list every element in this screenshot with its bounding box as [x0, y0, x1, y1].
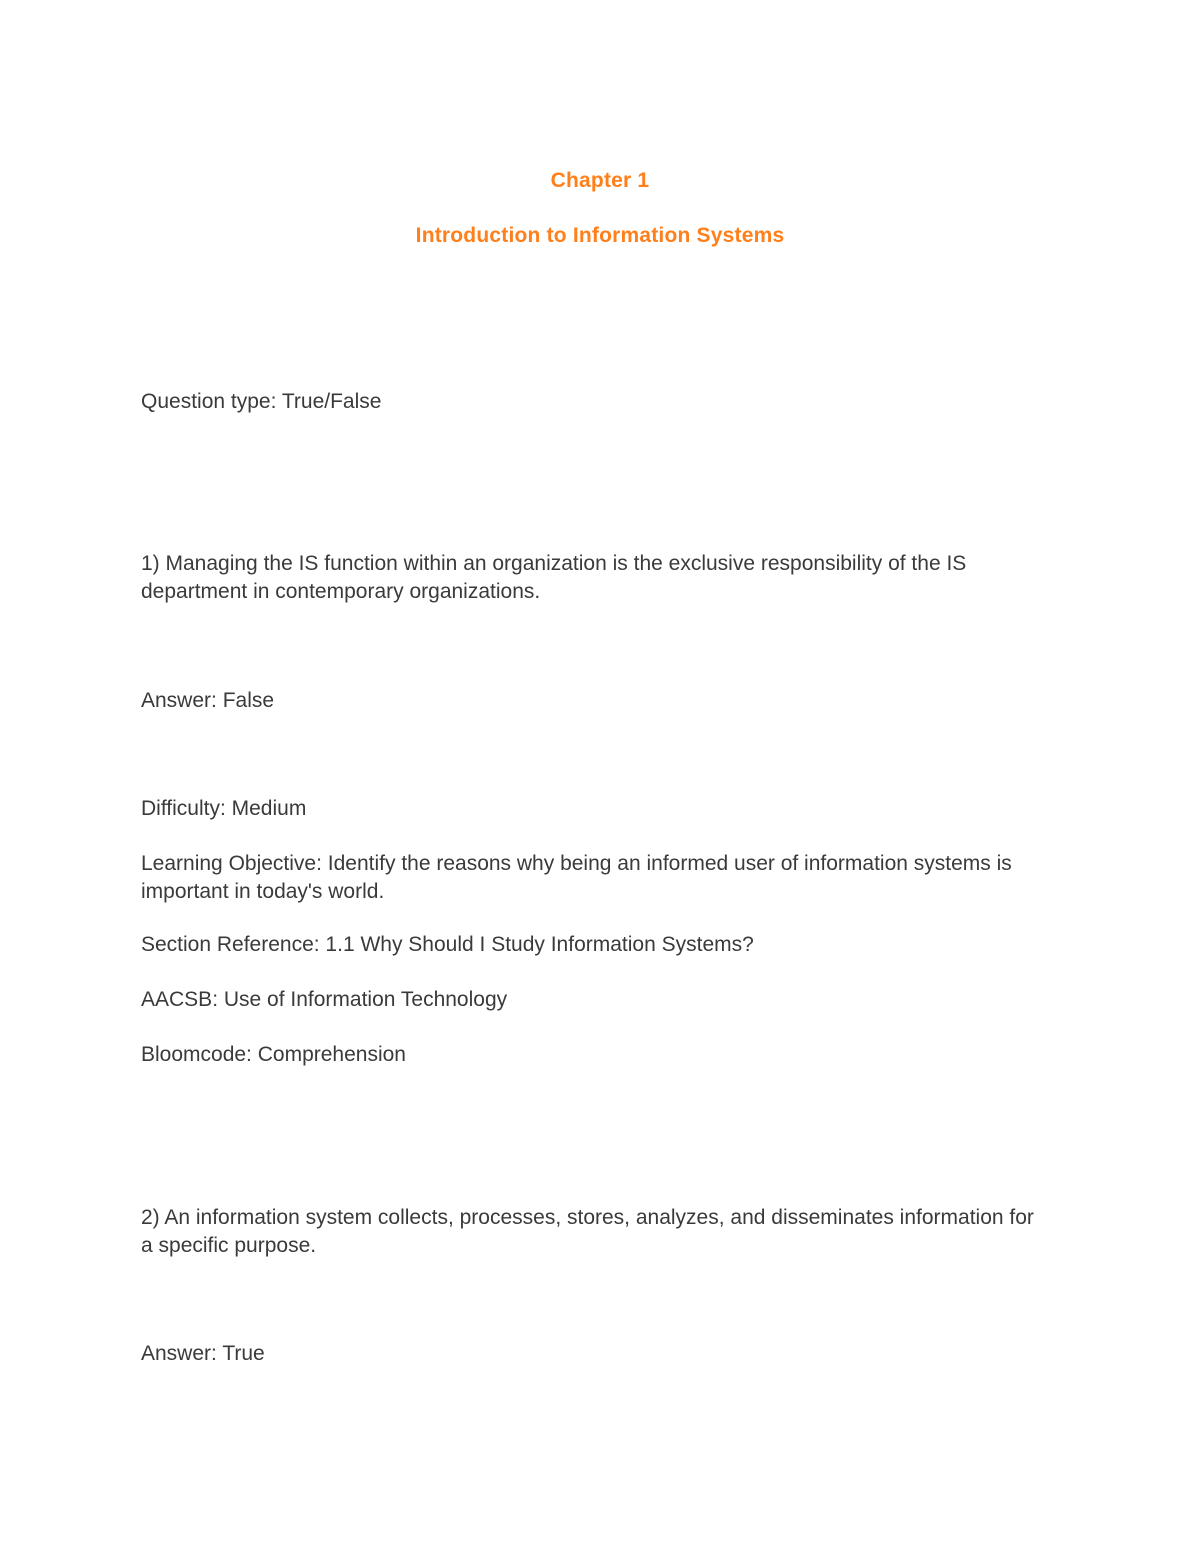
- question-2-text: 2) An information system collects, processes, stores, analyzes, and disseminates information for a specific purpose.: [141, 1206, 1034, 1257]
- chapter-title: Introduction to Information Systems: [415, 224, 785, 247]
- question-type: Question type: True/False: [141, 390, 382, 413]
- question-1-section-reference: Section Reference: 1.1 Why Should I Study Information Systems?: [141, 933, 754, 956]
- question-2-answer: Answer: True: [141, 1342, 265, 1365]
- question-1-text: 1) Managing the IS function within an organization is the exclusive responsibility of the IS department in contemporary organizations.: [141, 552, 967, 603]
- question-1-aacsb: AACSB: Use of Information Technology: [141, 988, 508, 1011]
- question-1-bloomcode: Bloomcode: Comprehension: [141, 1043, 406, 1066]
- question-1-difficulty: Difficulty: Medium: [141, 797, 307, 820]
- question-1-answer: Answer: False: [141, 689, 275, 712]
- question-1-learning-objective: Learning Objective: Identify the reasons why being an informed user of information systems is important in today's world.: [141, 852, 1012, 903]
- chapter-number: Chapter 1: [550, 169, 650, 192]
